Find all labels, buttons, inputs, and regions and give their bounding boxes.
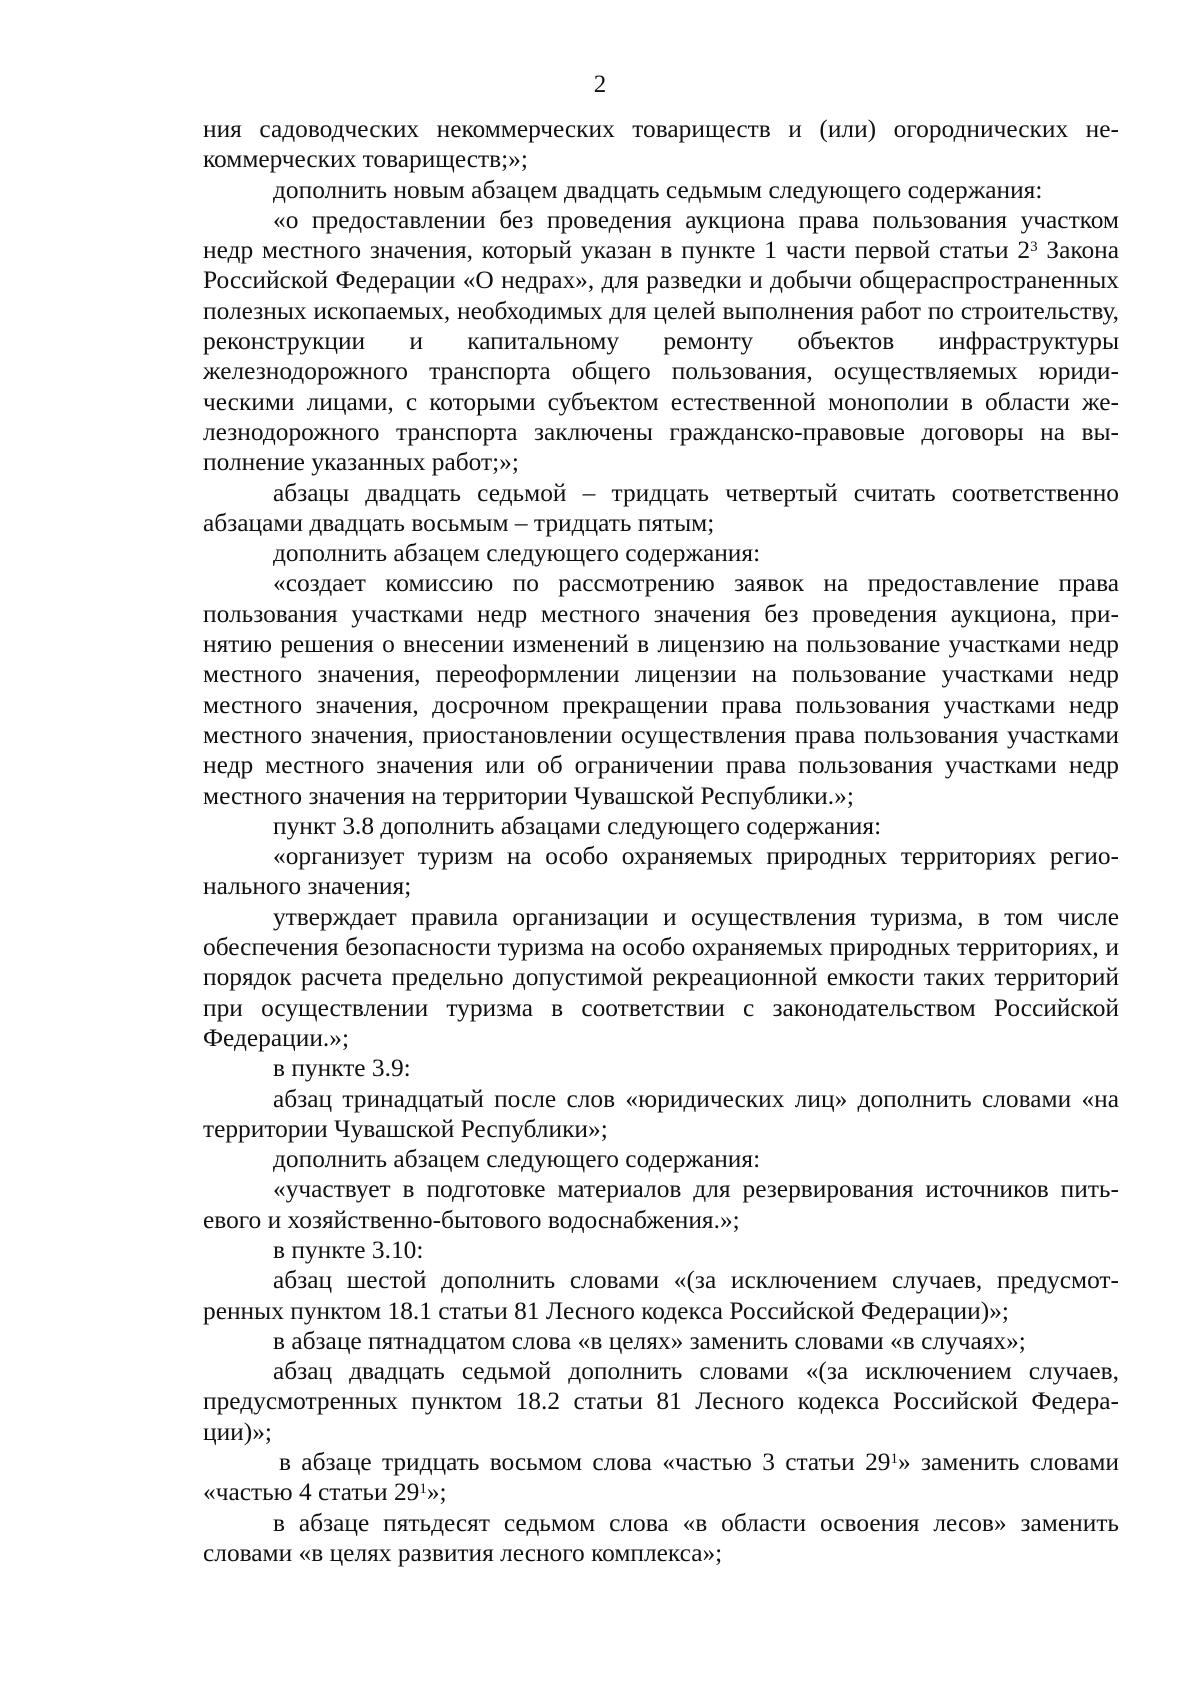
- superscript: 1: [890, 1450, 898, 1467]
- paragraph: [203, 114, 1119, 175]
- paragraph: [203, 568, 1119, 810]
- paragraph: [203, 811, 1119, 841]
- paragraph: [203, 1356, 1119, 1447]
- paragraph-text: «участвует в подготовке материалов для резервирования источников питьевого и хозяйственно-бытового водоснабжения.»;: [203, 1175, 1119, 1234]
- paragraph-text: Закона Российской Федерации «О недрах», для разведки и добычи общераспространенных полезных ископаемых, необходимых для целей выполнения работ по строительству, реконструкции и капитальному ремонту объектов инфраструктуры железнодорожного транспорта общего пользования, осуществляемых юридическими лицами, с которыми субъектом естественной монополии в области железнодорожного транспорта заключены гражданско-правовые договоры на выполнение указанных работ;»;: [203, 236, 1119, 477]
- paragraph: [203, 902, 1119, 1053]
- paragraph-text: абзац шестой дополнить словами «(за исключением случаев, предусмотренных пунктом 18.1 статьи 81 Лесного кодекса Российской Федерации)»;: [203, 1266, 1119, 1325]
- paragraph-text: »;: [426, 1478, 447, 1507]
- paragraph-text: в абзаце пятьдесят седьмом слова «в области освоения лесов» заменить словами «в целях развития лесного комплекса»;: [203, 1508, 1119, 1567]
- document-body: [203, 114, 1119, 1568]
- paragraph: [203, 205, 1119, 478]
- paragraph: [203, 175, 1119, 205]
- paragraph-text: утверждает правила организации и осуществления туризма, в том числе обеспечения безопасности туризма на особо охраняемых природных территориях, и порядок расчета предельно допустимой рекреационной емкости таких территорий при осуществлении туризма в соответствии с законодательством Российской Федерации.»;: [203, 902, 1119, 1052]
- paragraph: [203, 538, 1119, 568]
- page-number: 2: [593, 71, 607, 98]
- paragraph-text: дополнить абзацем следующего содержания:: [273, 539, 761, 568]
- paragraph-text: дополнить новым абзацем двадцать седьмым следующего содержания:: [273, 175, 1043, 204]
- paragraph-text: в пункте 3.10:: [273, 1235, 424, 1264]
- paragraph: [203, 1174, 1119, 1235]
- paragraph: [203, 841, 1119, 902]
- paragraph-text: ния садоводческих некоммерческих товариществ и (или) огороднических некоммерческих товариществ;»;: [203, 115, 1119, 174]
- paragraph: [203, 1144, 1119, 1174]
- paragraph-text: «организует туризм на особо охраняемых природных территориях регионального значения;: [203, 842, 1119, 901]
- paragraph: [203, 478, 1119, 539]
- paragraph-text: пункт 3.8 дополнить абзацами следующего содержания:: [273, 811, 882, 840]
- paragraph-text: в пункте 3.9:: [273, 1054, 411, 1083]
- paragraph: [203, 1235, 1119, 1265]
- paragraph-text: дополнить абзацем следующего содержания:: [273, 1145, 761, 1174]
- paragraph-text: в абзаце тридцать восьмом слова «частью 3 статьи 29: [279, 1448, 891, 1477]
- paragraph: [203, 1508, 1119, 1569]
- paragraph-text: абзац тринадцатый после слов «юридических лиц» дополнить словами «на территории Чувашской Республики»;: [203, 1084, 1119, 1143]
- superscript: 3: [1030, 238, 1038, 255]
- paragraph: [203, 1084, 1119, 1145]
- paragraph-text: абзац двадцать седьмой дополнить словами «(за исключением случаев, предусмотренных пунктом 18.2 статьи 81 Лесного кодекса Российской Федерации)»;: [203, 1357, 1119, 1446]
- paragraph-text: в абзаце пятнадцатом слова «в целях» заменить словами «в случаях»;: [273, 1326, 1026, 1355]
- paragraph-text: «создает комиссию по рассмотрению заявок на предоставление права пользования участками недр местного значения без проведения аукциона, принятию решения о внесении изменений в лицензию на пользование участками недр местного значения, переоформлении лицензии на пользование участками недр местного значения, досрочном прекращении права пользования участками недр местного значения, приостановлении осуществления права пользования участками недр местного значения или об ограничении права пользования участками недр местного значения на территории Чувашской Республики.»;: [203, 569, 1119, 810]
- paragraph-text: абзацы двадцать седьмой – тридцать четвертый считать соответственно абзацами двадцать восьмым – тридцать пятым;: [203, 478, 1119, 537]
- paragraph-text: «о предоставлении без проведения аукциона права пользования участком недр местного значения, который указан в пункте 1 части первой статьи 2: [203, 205, 1119, 265]
- paragraph: [203, 1053, 1119, 1083]
- paragraph: [203, 1447, 1119, 1508]
- superscript: 1: [419, 1480, 427, 1497]
- paragraph-text: » заменить словами «частью 4 статьи 29: [203, 1448, 1119, 1507]
- paragraph: [203, 1265, 1119, 1326]
- paragraph: [203, 1326, 1119, 1356]
